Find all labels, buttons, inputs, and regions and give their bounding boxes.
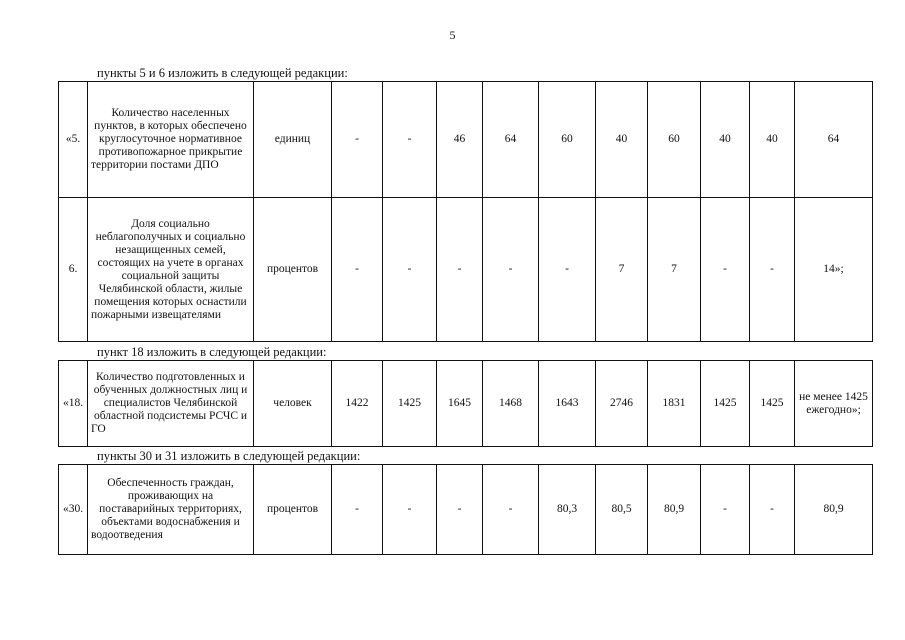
- value-cell: 46: [437, 82, 483, 198]
- value-cell: -: [437, 198, 483, 342]
- value-cell: 80,5: [596, 465, 648, 555]
- unit-cell: процентов: [254, 465, 332, 555]
- indicator-name: Обеспеченность граждан, проживающих на поставарийных территориях, объектами водоснабжения и водоотведения: [88, 465, 254, 555]
- value-cell: 40: [750, 82, 795, 198]
- unit-cell: единиц: [254, 82, 332, 198]
- section-intro-2: пункт 18 изложить в следующей редакции:: [97, 345, 327, 359]
- indicators-table-3: [58, 464, 873, 555]
- row-number: «18.: [59, 361, 88, 447]
- value-cell: -: [701, 465, 750, 555]
- value-cell: 1468: [483, 361, 539, 447]
- value-cell: 40: [701, 82, 750, 198]
- table-row: [59, 82, 873, 198]
- value-cell: 1643: [539, 361, 596, 447]
- value-cell: 60: [648, 82, 701, 198]
- table-row: [59, 465, 873, 555]
- table-row: [59, 198, 873, 342]
- value-cell: -: [383, 465, 437, 555]
- unit-cell: процентов: [254, 198, 332, 342]
- value-cell: 64: [483, 82, 539, 198]
- value-cell: 7: [596, 198, 648, 342]
- unit-cell: человек: [254, 361, 332, 447]
- value-cell: 1645: [437, 361, 483, 447]
- value-cell: 80,9: [795, 465, 873, 555]
- value-cell: -: [750, 198, 795, 342]
- value-cell: 40: [596, 82, 648, 198]
- indicators-table-1: [58, 81, 873, 342]
- value-cell: -: [483, 465, 539, 555]
- indicators-table-2: [58, 360, 873, 447]
- value-cell: 2746: [596, 361, 648, 447]
- value-cell: -: [383, 82, 437, 198]
- value-cell: -: [383, 198, 437, 342]
- page-number: 5: [449, 28, 456, 42]
- value-cell: 1425: [701, 361, 750, 447]
- row-number: «30.: [59, 465, 88, 555]
- table-row: [59, 361, 873, 447]
- value-cell: -: [701, 198, 750, 342]
- value-cell: 7: [648, 198, 701, 342]
- value-cell: 14»;: [795, 198, 873, 342]
- value-cell: 1425: [750, 361, 795, 447]
- indicator-name: Количество подготовленных и обученных должностных лиц и специалистов Челябинской областной подсистемы РСЧС и ГО: [88, 361, 254, 447]
- value-cell: 80,3: [539, 465, 596, 555]
- value-cell: -: [332, 82, 383, 198]
- value-cell: -: [437, 465, 483, 555]
- value-cell: 80,9: [648, 465, 701, 555]
- indicator-name: Количество населенных пунктов, в которых обеспечено круглосуточное нормативное противопожарное прикрытие территории постами ДПО: [88, 82, 254, 198]
- value-cell: 1422: [332, 361, 383, 447]
- value-cell: 60: [539, 82, 596, 198]
- value-cell: 1831: [648, 361, 701, 447]
- value-cell: -: [483, 198, 539, 342]
- value-cell: -: [539, 198, 596, 342]
- value-cell: -: [332, 198, 383, 342]
- section-intro-1: пункты 5 и 6 изложить в следующей редакции:: [97, 66, 348, 80]
- value-cell: 1425: [383, 361, 437, 447]
- indicator-name: Доля социально неблагополучных и социально незащищенных семей, состоящих на учете в органах социальной защиты Челябинской области, жилые помещения которых оснастили пожарными извещателями: [88, 198, 254, 342]
- row-number: «5.: [59, 82, 88, 198]
- section-intro-3: пункты 30 и 31 изложить в следующей редакции:: [97, 449, 361, 463]
- value-cell: -: [332, 465, 383, 555]
- value-cell: не менее 1425 ежегодно»;: [795, 361, 873, 447]
- row-number: 6.: [59, 198, 88, 342]
- value-cell: -: [750, 465, 795, 555]
- value-cell: 64: [795, 82, 873, 198]
